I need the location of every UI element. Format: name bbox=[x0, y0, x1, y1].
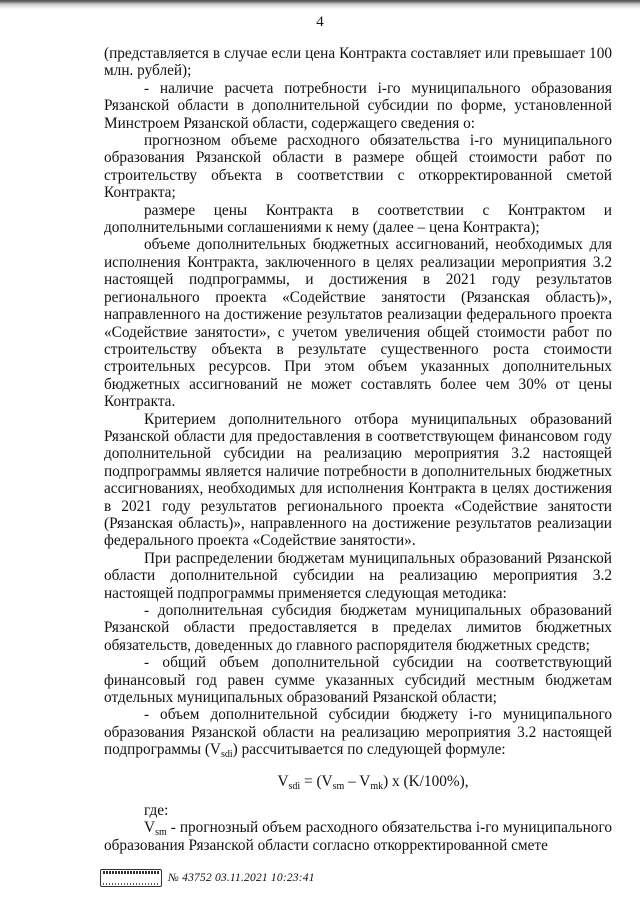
page-number: 4 bbox=[316, 14, 324, 30]
formula bbox=[104, 773, 612, 790]
subscript: sdi bbox=[288, 780, 301, 792]
paragraph bbox=[104, 706, 612, 761]
paragraph: объеме дополнительных бюджетных ассигнований, необходимых для исполнения Контракта, заключенного в целях реализации мероприятия 3.2 настоящей подпрограммы, и достижения в 2021 году результатов регионального проекта «Содействие занятости (Рязанская область)», направленного на достижение результатов реализации федерального проекта «Содействие занятости», с учетом увеличения общей стоимости работ по строительству объекта в результате существенного роста стоимости строительных ресурсов. При этом объем указанных дополнительных бюджетных ассигнований не может составлять более чем 30% от цены Контракта. bbox=[104, 236, 612, 411]
subscript: sdi bbox=[220, 749, 233, 761]
paragraph-text: - прогнозный объем расходного обязательства i-го муниципального образования Рязанской области согласно откорректированной смете bbox=[104, 819, 612, 854]
registry-stamp-icon bbox=[100, 869, 162, 887]
formula-text: ) x (K/100%), bbox=[383, 772, 469, 790]
paragraph: прогнозном объеме расходного обязательства i-го муниципального образования Рязанской области в размере общей стоимости работ по строительству объекта в соответствии с откорректированной сметой Контракта; bbox=[104, 132, 612, 202]
formula-text: = (V bbox=[300, 772, 333, 790]
subscript: mk bbox=[370, 780, 384, 792]
paragraph: - общий объем дополнительной субсидии на соответствующий финансовый год равен сумме указанных субсидий местным бюджетам отдельных муниципальных образований Рязанской области; bbox=[104, 654, 612, 707]
paragraph: - дополнительная субсидия бюджетам муниципальных образований Рязанской области предоставляется в пределах лимитов бюджетных обязательств, доведенных до главного распорядителя бюджетных средств; bbox=[104, 602, 612, 654]
paragraph: Критерием дополнительного отбора муниципальных образований Рязанской области для предоставления в соответствующем финансовом году дополнительной субсидии на реализацию мероприятия 3.2 настоящей подпрограммы является наличие потребности в дополнительных бюджетных ассигнованиях, необходимых для исполнения Контракта в целях достижения в 2021 году результатов регионального проекта «Содействие занятости (Рязанская область)», направленного на достижение результатов реализации федерального проекта «Содействие занятости». bbox=[104, 410, 612, 550]
where-label: где: bbox=[144, 802, 169, 820]
paragraph-text: - объем дополнительной субсидии бюджету i-го муниципального образования Рязанской области на реализацию мероприятия 3.2 настоящей подпрограммы (V bbox=[104, 706, 612, 759]
formula-symbol: V bbox=[144, 819, 156, 837]
subscript: sm bbox=[332, 780, 345, 792]
paragraph: (представляется в случае если цена Контракта составляет или превышает 100 млн. рублей); bbox=[104, 45, 612, 80]
paragraph-text: ) рассчитывается по следующей формуле: bbox=[232, 741, 506, 759]
footer bbox=[100, 868, 315, 888]
scan-edge bbox=[0, 0, 640, 9]
paragraph: - наличие расчета потребности i-го муниципального образования Рязанской области в дополнительной субсидии по форме, установленной Минстроем Рязанской области, содержащего сведения о: bbox=[104, 79, 612, 132]
formula-text: – V bbox=[344, 772, 371, 790]
formula-symbol: V bbox=[277, 772, 289, 790]
paragraph: При распределении бюджетам муниципальных образований Рязанской области дополнительной субсидии на реализацию мероприятия 3.2 настоящей подпрограммы применяется следующая методика: bbox=[104, 549, 612, 602]
paragraph bbox=[104, 819, 612, 854]
document-body bbox=[104, 45, 612, 854]
subscript: sm bbox=[155, 827, 167, 839]
document-registration-number: № 43752 03.11.2021 10:23:41 bbox=[168, 872, 315, 884]
paragraph: размере цены Контракта в соответствии с Контрактом и дополнительными соглашениями к нему (далее – цена Контракта); bbox=[104, 201, 612, 237]
